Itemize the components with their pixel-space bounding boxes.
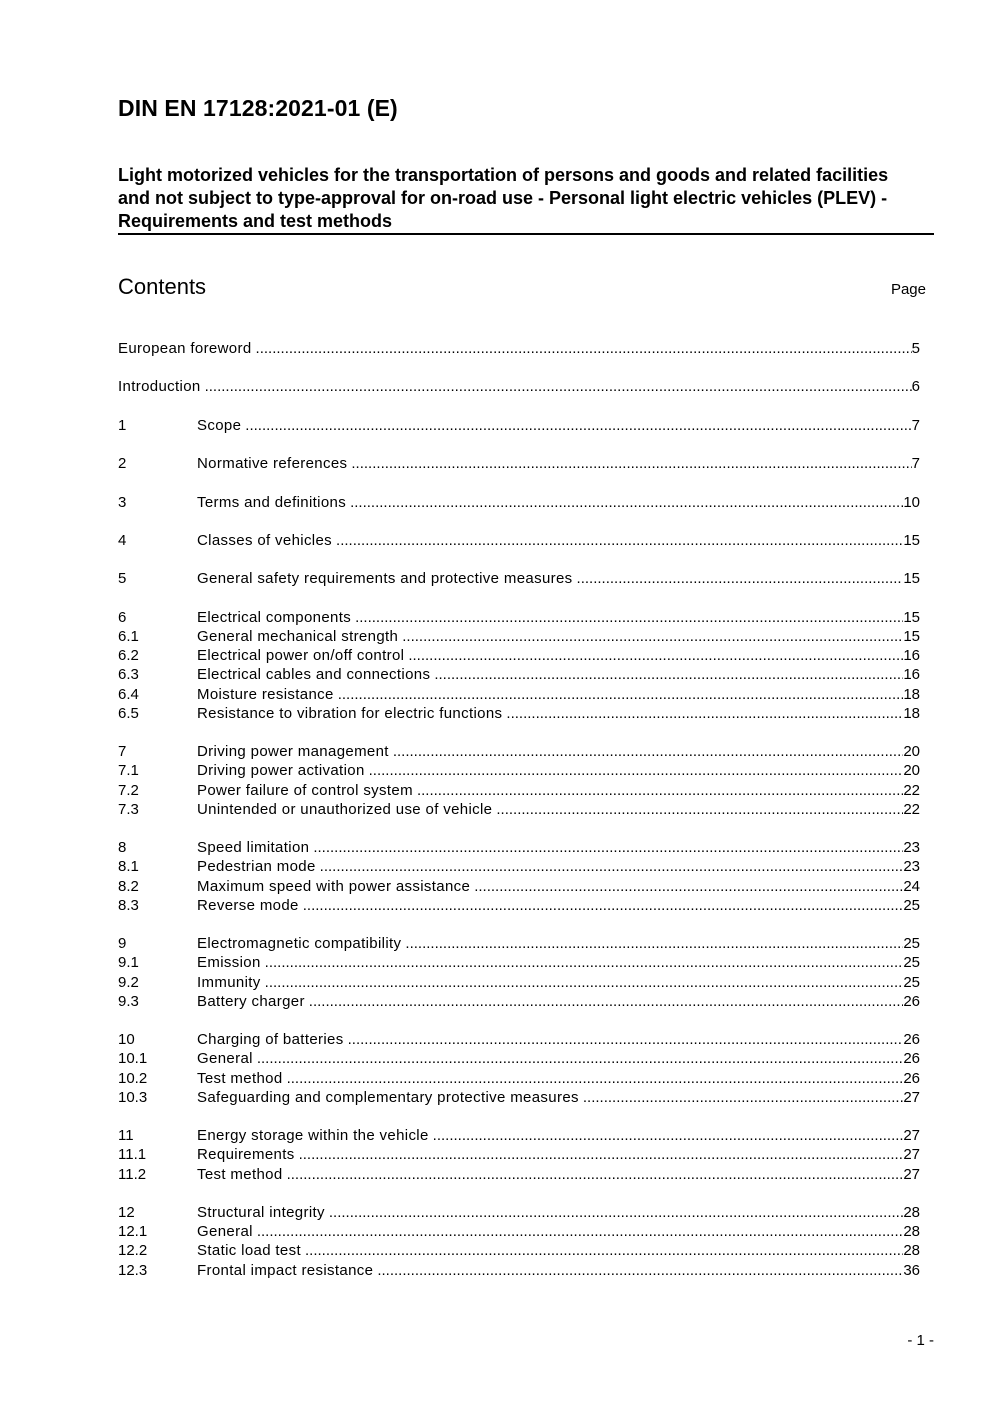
toc-entry-title: Scope [197,416,242,434]
toc-dot-leader [408,646,903,665]
toc-dot-leader [205,377,912,396]
toc-entry-title: General [197,1050,253,1068]
toc-entry[interactable] [118,1261,920,1280]
toc-entry-title: Energy storage within the vehicle [197,1127,429,1145]
document-id: DIN EN 17128:2021-01 (E) [118,95,398,121]
toc-entry[interactable] [118,1241,920,1260]
toc-entry-number: 12.1 [118,1223,148,1241]
toc-entry-title: Pedestrian mode [197,858,316,876]
toc-entry-title: Introduction [118,378,201,396]
toc-entry-number: 6.5 [118,704,139,722]
toc-entry[interactable] [118,1165,920,1184]
toc-entry-title: Electrical cables and connections [197,666,431,684]
toc-entry-number: 11.2 [118,1165,147,1183]
toc-entry-number: 4 [118,532,127,549]
toc-entry-title: Normative references [197,455,348,473]
toc-entry-title: General mechanical strength [197,628,399,645]
toc-entry-number: 3 [118,493,127,511]
toc-entry-number: 9 [118,935,127,953]
toc-entry[interactable] [118,665,920,684]
toc-entry[interactable] [118,627,920,646]
toc-entry-page: 7 [911,455,920,473]
toc-entry-number: 9.2 [118,973,139,991]
toc-dot-leader [351,454,911,473]
toc-entry[interactable] [118,339,920,358]
toc-dot-leader [496,800,903,819]
toc-entry-number: 6.4 [118,685,139,703]
toc-entry-page: 28 [903,1242,920,1260]
toc-dot-leader [506,704,903,723]
toc-entry[interactable] [118,531,920,550]
toc-entry-number: 8 [118,839,127,857]
toc-entry-title: Resistance to vibration for electric functions [197,704,503,722]
toc-entry[interactable] [118,800,920,819]
toc-entry-number: 8.3 [118,896,139,914]
toc-entry-number: 12 [118,1204,135,1221]
toc-dot-leader [577,569,904,588]
toc-entry-page: 18 [903,685,920,703]
toc-dot-leader [257,1222,903,1241]
toc-entry-page: 26 [903,1031,920,1049]
toc-dot-leader [287,1165,904,1184]
toc-entry-number: 1 [118,416,127,434]
toc-dot-leader [256,339,912,358]
title-rule [118,233,934,235]
toc-entry-page: 10 [903,493,920,511]
toc-entry-number: 10.2 [118,1069,148,1087]
toc-entry[interactable] [118,1069,920,1088]
toc-dot-leader [265,953,904,972]
toc-entry-title: Requirements [197,1146,295,1164]
toc-dot-leader [377,1261,903,1280]
toc-entry-page: 7 [911,416,920,434]
toc-entry[interactable] [118,646,920,665]
toc-entry-title: Emission [197,954,261,972]
toc-entry-number: 12.3 [118,1261,148,1279]
toc-dot-leader [299,1145,904,1164]
toc-entry-title: Unintended or unauthorized use of vehicle [197,800,493,818]
toc-entry-number: 5 [118,570,127,588]
toc-entry-number: 11 [118,1127,134,1145]
toc-entry-page: 26 [903,992,920,1010]
toc-entry-page: 23 [903,839,920,857]
toc-entry-number: 10.3 [118,1088,148,1106]
toc-entry-page: 15 [903,570,920,588]
toc-entry-title: Electrical components [197,608,352,626]
toc-entry[interactable] [118,761,920,780]
toc-entry-page: 36 [903,1261,920,1279]
toc-entry-page: 23 [903,858,920,876]
toc-entry-page: 15 [903,608,920,626]
toc-entry-page: 27 [903,1088,920,1106]
toc-entry-title: Battery charger [197,992,305,1010]
page-column-label: Page [890,281,926,298]
toc-entry-page: 28 [903,1223,920,1241]
toc-entry[interactable] [118,685,920,704]
toc-entry-title: Maximum speed with power assistance [197,877,471,895]
toc-dot-leader [433,1126,904,1145]
toc-entry-title: General [197,1223,253,1241]
toc-entry[interactable] [118,1126,920,1145]
toc-entry-title: Charging of batteries [197,1031,344,1049]
toc-entry[interactable] [118,838,920,857]
toc-entry-page: 25 [903,896,920,914]
toc-dot-leader [402,627,903,646]
toc-entry[interactable] [118,608,920,627]
toc-entry[interactable] [118,934,920,953]
toc-entry-number: 7.2 [118,781,139,799]
document-title: Light motorized vehicles for the transportation of persons and goods and related facilities and not subject to type-approval for on-road use - Personal light electric vehicles (PLEV) - Requirements and test methods [118,165,889,231]
toc-entry[interactable] [118,1088,920,1107]
toc-entry[interactable] [118,781,920,800]
toc-entry[interactable] [118,877,920,896]
toc-dot-leader [583,1088,903,1107]
toc-entry-number: 8.1 [118,858,139,876]
toc-entry-number: 12.2 [118,1242,148,1260]
toc-entry-number: 10 [118,1031,135,1049]
toc-entry-page: 26 [903,1069,920,1087]
toc-dot-leader [313,838,903,857]
toc-dot-leader [348,1030,904,1049]
toc-entry-title: Driving power activation [197,762,365,780]
toc-entry-page: 27 [903,1165,920,1183]
toc-dot-leader [474,877,903,896]
toc-dot-leader [245,416,911,435]
toc-entry-title: Electromagnetic compatibility [197,935,402,953]
toc-entry-title: Speed limitation [197,839,310,857]
toc-entry-page: 16 [903,666,920,684]
toc-entry-page: 22 [903,800,920,818]
toc-entry-page: 24 [903,877,920,895]
toc-entry-page: 20 [903,743,920,761]
toc-entry[interactable] [118,1145,920,1164]
toc-dot-leader [309,992,904,1011]
toc-entry[interactable] [118,454,920,473]
toc-dot-leader [265,973,904,992]
toc-entry-number: 6.1 [118,628,139,645]
toc-dot-leader [393,742,903,761]
toc-dot-leader [287,1069,904,1088]
toc-entry-title: European foreword [118,340,252,357]
toc-entry[interactable] [118,416,920,435]
toc-entry-number: 6.2 [118,647,139,665]
toc-entry[interactable] [118,1222,920,1241]
toc-entry-title: Moisture resistance [197,685,334,703]
toc-entry[interactable] [118,1203,920,1222]
toc-entry-page: 15 [903,628,920,645]
toc-entry-number: 9.1 [118,954,139,972]
toc-entry-title: Electrical power on/off control [197,647,405,665]
toc-entry[interactable] [118,377,920,396]
toc-entry-title: Test method [197,1165,283,1183]
toc-entry-title: Terms and definitions [197,493,347,511]
toc-entry-page: 25 [903,973,920,991]
toc-entry[interactable] [118,857,920,876]
toc-dot-leader [336,531,903,550]
toc-dot-leader [355,608,903,627]
toc-entry-title: Structural integrity [197,1204,325,1221]
toc-entry-number: 11.1 [118,1146,147,1164]
toc-entry-number: 6 [118,608,127,626]
toc-entry-number: 7.1 [118,762,139,780]
toc-dot-leader [369,761,904,780]
toc-entry-title: Frontal impact resistance [197,1261,374,1279]
toc-entry-number: 2 [118,455,127,473]
toc-entry-page: 20 [903,762,920,780]
toc-entry-title: Classes of vehicles [197,532,333,549]
toc-dot-leader [405,934,903,953]
toc-entry-title: Safeguarding and complementary protective measures [197,1088,579,1106]
toc-entry[interactable] [118,704,920,723]
toc-entry-title: Driving power management [197,743,389,761]
toc-entry-page: 28 [903,1204,920,1221]
page-number: - 1 - [907,1332,934,1349]
toc-entry[interactable] [118,992,920,1011]
toc-entry-page: 18 [903,704,920,722]
toc-entry-title: Test method [197,1069,283,1087]
toc-entry-number: 7 [118,743,127,761]
toc-entry-page: 25 [903,935,920,953]
toc-entry-page: 16 [903,647,920,665]
toc-entry-title: General safety requirements and protective measures [197,570,573,588]
toc-entry-number: 7.3 [118,800,139,818]
toc-dot-leader [338,685,904,704]
toc-entry[interactable] [118,896,920,915]
toc-entry-title: Static load test [197,1242,301,1260]
toc-dot-leader [305,1241,903,1260]
toc-entry-title: Immunity [197,973,261,991]
toc-entry[interactable] [118,1030,920,1049]
toc-dot-leader [329,1203,903,1222]
toc-entry[interactable] [118,953,920,972]
toc-entry-page: 15 [903,532,920,549]
toc-entry[interactable] [118,742,920,761]
toc-entry[interactable] [118,973,920,992]
toc-entry[interactable] [118,569,920,588]
toc-dot-leader [257,1049,903,1068]
contents-heading: Contents [118,274,207,299]
toc-entry-number: 8.2 [118,877,139,895]
toc-dot-leader [350,493,903,512]
toc-entry-number: 9.3 [118,992,139,1010]
toc-entry-page: 25 [903,954,920,972]
toc-entry-page: 5 [911,340,920,357]
toc-entry-number: 6.3 [118,666,139,684]
toc-entry-title: Reverse mode [197,896,299,914]
toc-entry[interactable] [118,493,920,512]
toc-dot-leader [417,781,903,800]
toc-entry-title: Power failure of control system [197,781,413,799]
toc-dot-leader [434,665,903,684]
toc-entry-page: 26 [903,1050,920,1068]
toc-entry-number: 10.1 [118,1050,148,1068]
toc-entry[interactable] [118,1049,920,1068]
toc-entry-page: 27 [903,1146,920,1164]
toc-dot-leader [303,896,904,915]
toc-entry-page: 22 [903,781,920,799]
toc-dot-leader [320,857,904,876]
toc-entry-page: 27 [903,1127,920,1145]
toc-entry-page: 6 [911,378,920,396]
